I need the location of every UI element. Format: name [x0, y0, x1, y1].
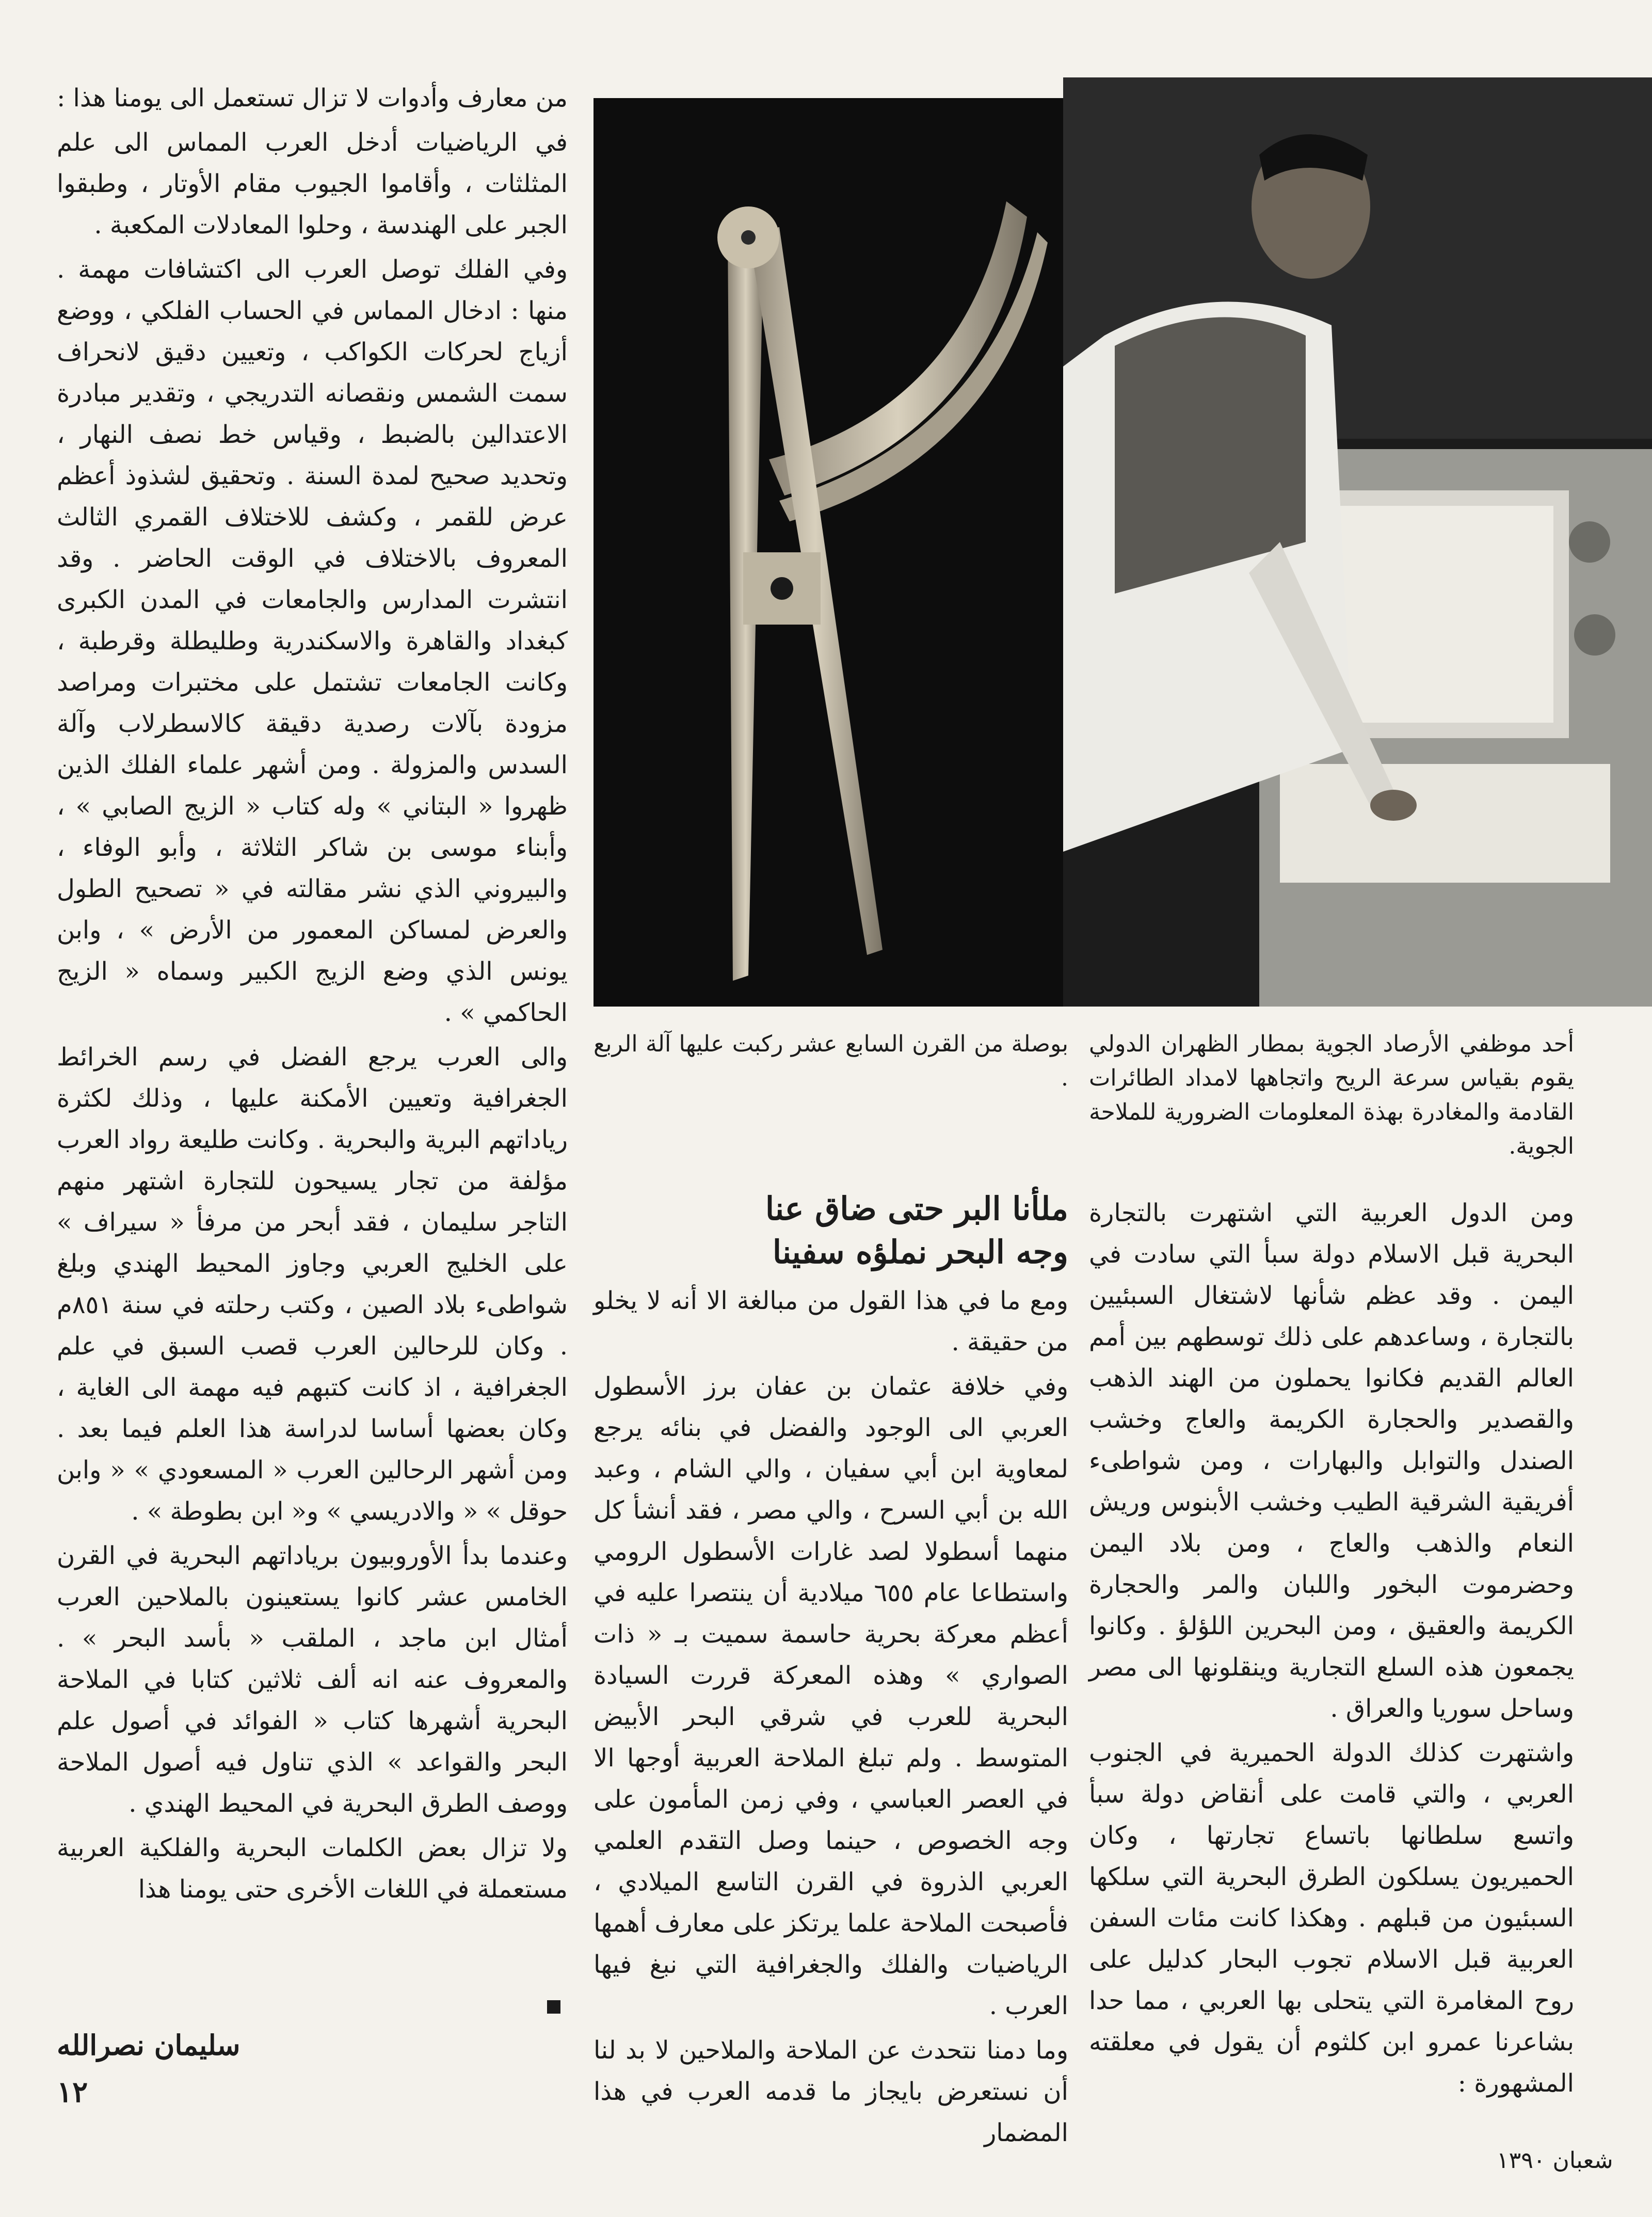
- technician-illustration: [1063, 77, 1652, 1007]
- right-text-column: [1089, 1192, 1575, 2098]
- end-of-article-mark: [547, 2000, 560, 2014]
- paragraph: ومن الدول العربية التي اشتهرت بالتجارة البحرية قبل الاسلام دولة سبأ التي سادت في اليمن . وقد عظم شأنها لاشتغال السبئيين بالتجارة ، وساعدهم على ذلك توسطهم بين أمم العالم القديم فكانوا يحملون من الهند الذهب والقصدير والحجارة الكريمة والعاج وخشب الصندل والتوابل والبهارات ، ومن شواطىء أفريقية الشرقية الطيب وخشب الأبنوس وريش النعام والذهب والعاج ، ومن بلاد اليمن وحضرموت البخور واللبان والمر والحجارة الكريمة والعقيق ، ومن البحرين اللؤلؤ . وكانوا يجمعون هذه السلع التجارية وينقلونها الى مصر وساحل سوريا والعراق .: [1089, 1199, 1575, 1723]
- compass-illustration: [594, 98, 1068, 1007]
- paragraph: من معارف وأدوات لا تزال تستعمل الى يومنا هذا :: [57, 84, 568, 113]
- middle-text-column: [594, 1280, 1069, 2147]
- paragraph: واشتهرت كذلك الدولة الحميرية في الجنوب العربي ، والتي قامت على أنقاض دولة سبأ واتسع سلطانها باتساع تجارتها ، وكان الحميريون يسلكون الطرق البحرية التي سلكها السبئيون من قبلهم . وهكذا كانت مئات السفن العربية قبل الاسلام تجوب البحار كدليل على روح المغامرة التي يتحلى بها العربي ، مما حدا بشاعرنا عمرو ابن كلثوم أن يقول في معلقته المشهورة :: [1089, 1738, 1575, 2098]
- paragraph: وفي الفلك توصل العرب الى اكتشافات مهمة . منها : ادخال المماس في الحساب الفلكي ، ووضع أزياج لحركات الكواكب ، وتعيين دقيق لانحراف سمت الشمس ونقصانه التدريجي ، وتقدير مبادرة الاعتدالين بالضبط ، وقياس خط نصف النهار ، وتحديد صحيح لمدة السنة . وتحقيق لشذوذ أعظم عرض للقمر ، وكشف للاختلاف القمري الثالث المعروف بالاختلاف في الوقت الحاضر . وقد انتشرت المدارس والجامعات في المدن الكبرى كبغداد والقاهرة والاسكندرية وطليطلة وقرطبة ، وكانت الجامعات تشتمل على مختبرات ومراصد مزودة بآلات رصدية دقيقة كالاسطرلاب وآلة السدس والمزولة . ومن أشهر علماء الفلك الذين ظهروا « البتاني » وله كتاب « الزيج الصابي » ، وأبناء موسى بن شاكر الثلاثة ، وأبو الوفاء ، والبيروني الذي نشر مقالته في « تصحيح الطول والعرض لمساكن المعمور من الأرض » ، وابن يونس الذي وضع الزيج الكبير وسماه « الزيج الحاكمي » .: [57, 255, 568, 1027]
- compass-caption: بوصلة من القرن السابع عشر ركبت عليها آلة الربع .: [594, 1031, 1068, 1091]
- author-name: سليمان نصرالله: [57, 2029, 240, 2062]
- compass-photo: [594, 98, 1068, 1007]
- poem-line-1: ملأنا البر حتى ضاق عنا: [765, 1190, 1068, 1227]
- technician-caption: أحد موظفي الأرصاد الجوية بمطار الظهران الدولي يقوم بقياس سرعة الريح واتجاهها لامداد الطائرات القادمة والمغادرة بهذة المعلومات الضرورية للملاحة الجوية.: [1089, 1031, 1574, 1159]
- paragraph: وفي خلافة عثمان بن عفان برز الأسطول العربي الى الوجود والفضل في بنائه يرجع لمعاوية ابن أبي سفيان ، والي الشام ، وعبد الله بن أبي السرح ، والي مصر ، فقد أنشأ كل منهما أسطولا لصد غارات الأسطول الرومي واستطاعا عام ٦٥٥ ميلادية أن ينتصرا عليه في أعظم معركة بحرية حاسمة سميت بـ « ذات الصواري » وهذه المعركة قررت السيادة البحرية للعرب في شرقي البحر الأبيض المتوسط . ولم تبلغ الملاحة العربية أوجها الا في العصر العباسي ، وفي زمن المأمون على وجه الخصوص ، حينما وصل التقدم العلمي العربي الذروة في القرن التاسع الميلادي ، فأصبحت الملاحة علما يرتكز على معارف أهمها الرياضيات والفلك والجغرافية التي نبغ فيها العرب .: [594, 1372, 1069, 2020]
- paragraph: وما دمنا نتحدث عن الملاحة والملاحين لا بد لنا أن نستعرض بايجاز ما قدمه العرب في هذا المضمار: [594, 2036, 1068, 2147]
- technician-photo: [1063, 77, 1652, 1007]
- poem-line-2: وجه البحر نملؤه سفينا: [772, 1233, 1068, 1271]
- paragraph: وعندما بدأ الأوروبيون برياداتهم البحرية في القرن الخامس عشر كانوا يستعينون بالملاحين العرب أمثال ابن ماجد ، الملقب « بأسد البحر » . والمعروف عنه انه ألف ثلاثين كتابا في الملاحة البحرية أشهرها كتاب « الفوائد في أصول علم البحر والقواعد » الذي تناول فيه أصول الملاحة ووصف الطرق البحرية في المحيط الهندي .: [57, 1541, 568, 1818]
- paragraph: والى العرب يرجع الفضل في رسم الخرائط الجغرافية وتعيين الأمكنة عليها ، وذلك لكثرة رياداتهم البرية والبحرية . وكانت طليعة رواد العرب مؤلفة من تجار يسيحون للتجارة اشتهر منهم التاجر سليمان ، فقد أبحر من مرفأ « سيراف » على الخليج العربي وجاوز المحيط الهندي وبلغ شواطىء بلاد الصين ، وكتب رحلته في سنة ٨٥١م . وكان للرحالين العرب قصب السبق في علم الجغرافية ، اذ كانت كتبهم فيه مهمة الى الغاية ، وكان بعضها أساسا لدراسة هذا العلم فيما بعد . ومن أشهر الرحالين العرب « المسعودي » « وابن حوقل » « والادريسي » و« ابن بطوطة » .: [57, 1043, 568, 1526]
- issue-date: شعبان ١٣٩٠: [1497, 2147, 1613, 2174]
- paragraph: ولا تزال بعض الكلمات البحرية والفلكية العربية مستعملة في اللغات الأخرى حتى يومنا هذا: [57, 1833, 568, 1904]
- paragraph: ومع ما في هذا القول من مبالغة الا أنه لا يخلو من حقيقة .: [594, 1286, 1068, 1357]
- paragraph: في الرياضيات أدخل العرب المماس الى علم المثلثات ، وأقاموا الجيوب مقام الأوتار ، وطبقوا الجبر على الهندسة ، وحلوا المعادلات المكعبة .: [57, 128, 568, 240]
- left-text-column: [57, 77, 568, 2018]
- poem-verse: [594, 1187, 1068, 1274]
- page-number: ١٢: [57, 2075, 88, 2109]
